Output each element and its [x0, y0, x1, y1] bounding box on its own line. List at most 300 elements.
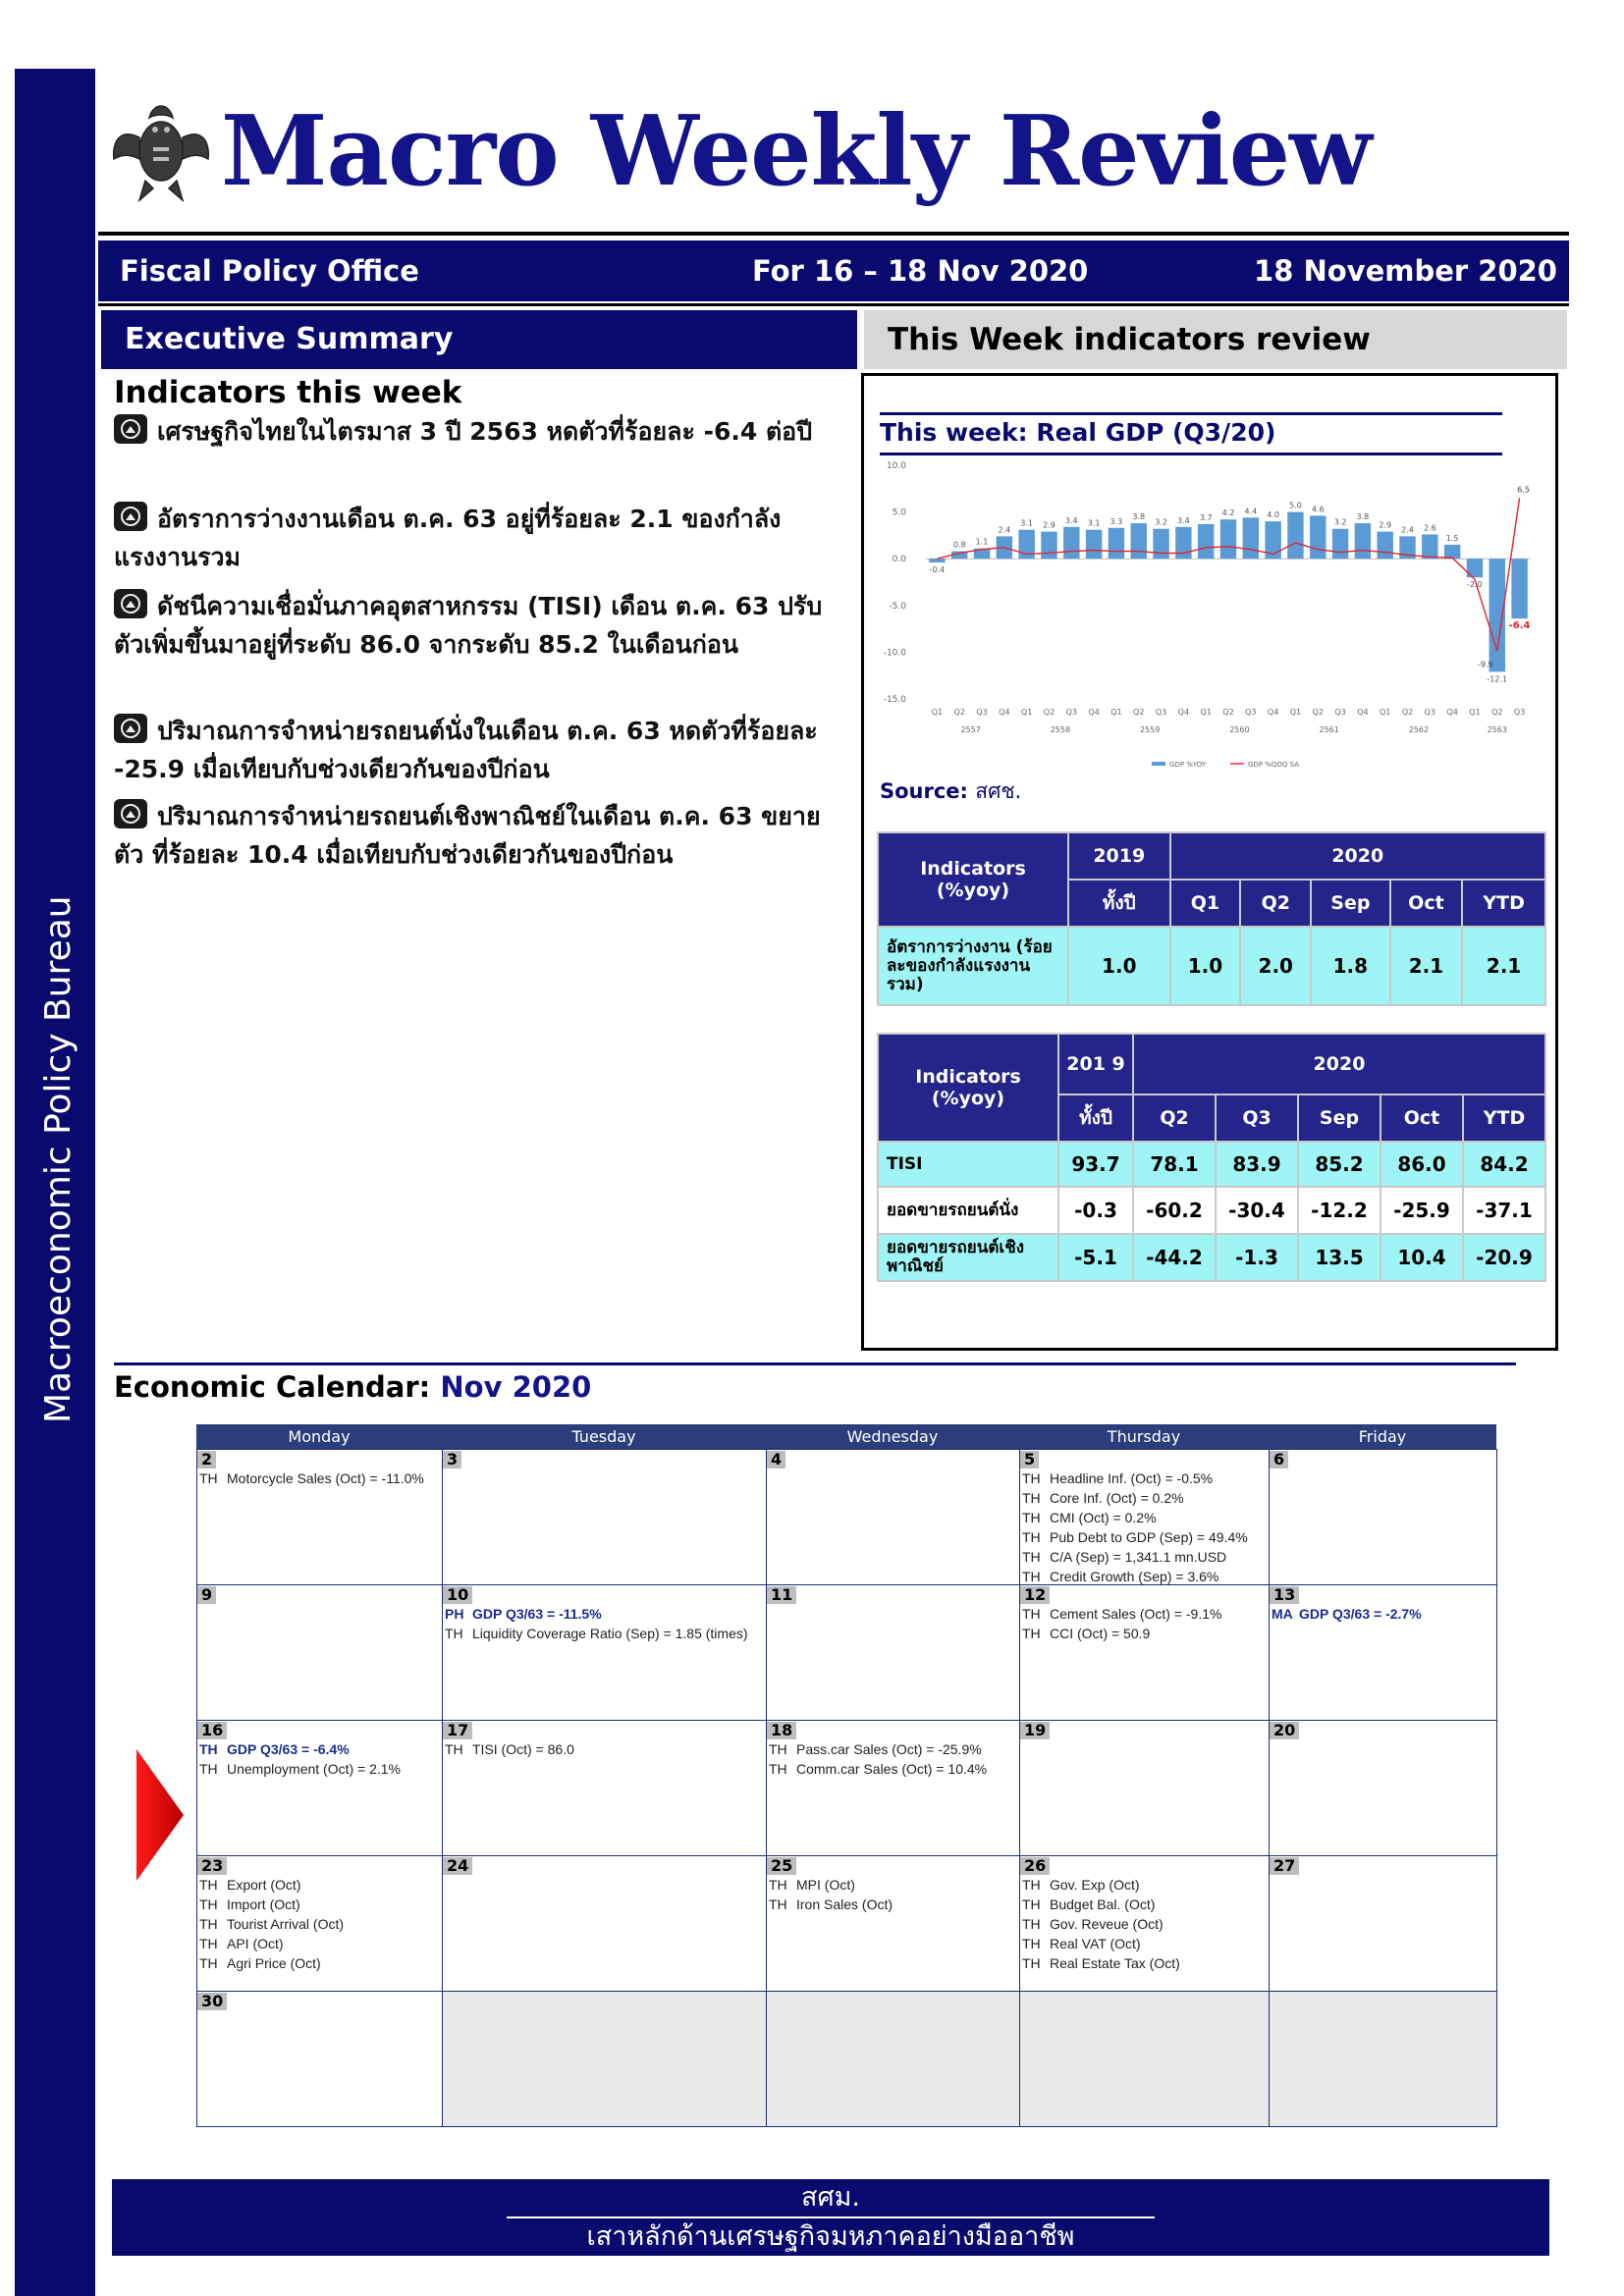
gdp-yoy-bar [1109, 528, 1124, 559]
calendar-day-number: 26 [1020, 1857, 1050, 1875]
event-text: TISI (Oct) = 86.0 [472, 1741, 574, 1757]
bar-data-label: 2.4 [998, 525, 1011, 535]
bullet-text: ปริมาณการจำหน่ายรถยนต์นั่งในเดือน ต.ค. 63 หดตัวที่ร้อยละ -25.9 เมื่อเทียบกับช่วงเดียวกันของปีก่อน [114, 717, 818, 783]
arrow-up-icon [114, 799, 147, 828]
bullet-text: อัตราการว่างงานเดือน ต.ค. 63 อยู่ที่ร้อยละ 2.1 ของกำลังแรงงานรวม [114, 505, 782, 571]
calendar-event [197, 1875, 442, 1895]
calendar-event [767, 1895, 1019, 1914]
bullet-item [114, 712, 845, 788]
table2-cell: -1.3 [1216, 1234, 1298, 1281]
calendar-cell [196, 1720, 443, 1856]
bar-data-label: 4.2 [1221, 508, 1235, 518]
event-country: TH [769, 1741, 787, 1757]
table1-year-2019: 2019 [1068, 832, 1170, 880]
table-row [878, 927, 1545, 1005]
arrow-up-icon [114, 414, 147, 444]
event-text: CCI (Oct) = 50.9 [1050, 1626, 1151, 1641]
event-country: PH [445, 1606, 464, 1622]
calendar-day-number: 16 [197, 1722, 227, 1739]
y-tick-label: -5.0 [889, 601, 906, 612]
calendar-cell [766, 1584, 1020, 1721]
current-week-arrow-icon [135, 1747, 186, 1883]
calendar-day-number: 25 [767, 1857, 796, 1875]
quarter-tick-label: Q2 [953, 708, 965, 717]
office-name: Fiscal Policy Office [120, 254, 419, 288]
calendar-day-number: 3 [443, 1451, 461, 1468]
event-country: TH [769, 1761, 787, 1777]
table1-row-label: อัตราการว่างงาน (ร้อยละของกำลังแรงงานรวม) [878, 927, 1068, 1005]
side-label: Macroeconomic Policy Bureau [38, 895, 79, 1423]
table2-col: Q3 [1216, 1095, 1298, 1142]
bullet-text: เศรษฐกิจไทยในไตรมาส 3 ปี 2563 หดตัวที่ร้อยละ -6.4 ต่อปี [157, 417, 813, 446]
event-country: TH [199, 1741, 218, 1757]
table2-year-2020: 2020 [1133, 1034, 1545, 1095]
event-text: Liquidity Coverage Ratio (Sep) = 1.85 (times) [472, 1626, 748, 1641]
gdp-yoy-bar [1355, 523, 1371, 559]
event-country: TH [1022, 1490, 1041, 1506]
table1-cell: 2.1 [1390, 927, 1463, 1005]
y-tick-label: -15.0 [883, 695, 906, 705]
info-bar [98, 240, 1569, 301]
source-value: สศช. [975, 779, 1022, 803]
quarter-tick-label: Q1 [1110, 708, 1122, 717]
bar-data-label: 2.9 [1379, 520, 1392, 530]
event-country: TH [199, 1916, 218, 1932]
event-country: TH [1022, 1877, 1041, 1893]
table1-cell: 2.0 [1240, 927, 1311, 1005]
table2-cell: -30.4 [1216, 1187, 1298, 1234]
quarter-tick-label: Q2 [1133, 708, 1145, 717]
event-text: API (Oct) [227, 1936, 284, 1951]
industry-table [877, 1033, 1546, 1282]
event-text: GDP Q3/63 = -11.5% [472, 1606, 602, 1622]
bar-data-label: 2.9 [1043, 520, 1056, 530]
gdp-yoy-bar [1511, 559, 1527, 618]
legend-swatch-bar [1152, 762, 1165, 766]
bar-data-label: -2.0 [1467, 580, 1483, 590]
calendar-rule [114, 1362, 1516, 1365]
bar-data-label: 4.4 [1244, 507, 1258, 516]
gdp-yoy-bar [1175, 527, 1191, 559]
table1-cell: 1.8 [1311, 927, 1389, 1005]
table1-year-2020: 2020 [1170, 832, 1545, 880]
table-row [878, 1142, 1545, 1187]
quarter-tick-label: Q1 [931, 708, 944, 717]
chart-title: This week: Real GDP (Q3/20) [880, 412, 1502, 455]
event-country: TH [1022, 1626, 1041, 1641]
calendar-event [767, 1875, 1019, 1895]
y-tick-label: 10.0 [886, 461, 906, 471]
calendar-event [443, 1604, 766, 1624]
year-tick-label: 2563 [1487, 725, 1507, 734]
gdp-yoy-bar [1243, 517, 1259, 559]
calendar-event [1020, 1468, 1269, 1488]
event-text: GDP Q3/63 = -6.4% [227, 1741, 350, 1757]
event-text: Iron Sales (Oct) [796, 1896, 893, 1912]
table2-cell: -0.3 [1058, 1187, 1133, 1234]
calendar-cell [1269, 1720, 1497, 1856]
table2-cell: -25.9 [1380, 1187, 1463, 1234]
event-country: TH [1022, 1569, 1041, 1584]
calendar-day-header: Wednesday [846, 1427, 939, 1446]
y-tick-label: 0.0 [892, 555, 906, 565]
event-country: TH [769, 1896, 787, 1912]
year-tick-label: 2557 [960, 725, 981, 734]
gdp-yoy-bar [1153, 529, 1168, 559]
year-tick-label: 2560 [1229, 725, 1250, 734]
bar-data-label: 3.3 [1110, 516, 1123, 526]
source-label: Source: [880, 779, 968, 803]
calendar-event [197, 1739, 442, 1759]
bar-data-label: 4.0 [1267, 510, 1279, 520]
event-country: TH [1022, 1606, 1041, 1622]
footer-rule [507, 2216, 1155, 2218]
bullet-item [114, 797, 845, 874]
calendar-day-number: 23 [197, 1857, 227, 1875]
calendar-event [767, 1759, 1019, 1779]
event-text: Budget Bal. (Oct) [1050, 1896, 1156, 1912]
calendar-cell [1019, 1720, 1270, 1856]
calendar-header [196, 1424, 1496, 1449]
gdp-yoy-bar [1063, 527, 1079, 559]
calendar-month: Nov 2020 [440, 1370, 592, 1404]
gdp-yoy-bar [1041, 532, 1056, 560]
footer-org: สศม. [801, 2182, 860, 2213]
quarter-tick-label: Q4 [1177, 708, 1190, 717]
calendar-cell [442, 1449, 767, 1585]
table1-col: Q2 [1240, 880, 1311, 927]
table2-cell: 86.0 [1380, 1142, 1463, 1187]
event-text: Core Inf. (Oct) = 0.2% [1050, 1490, 1184, 1506]
quarter-tick-label: Q2 [1222, 708, 1234, 717]
calendar-cell [196, 1991, 443, 2127]
event-country: TH [1022, 1510, 1041, 1525]
calendar-cell [1269, 1449, 1497, 1585]
event-text: Tourist Arrival (Oct) [227, 1916, 345, 1932]
calendar-cell [766, 1449, 1020, 1585]
event-country: TH [199, 1470, 218, 1486]
gdp-yoy-bar [1422, 534, 1437, 559]
calendar-event [1020, 1895, 1269, 1914]
quarter-tick-label: Q3 [1245, 708, 1257, 717]
calendar-event [197, 1468, 442, 1488]
calendar-cell [442, 1720, 767, 1856]
gdp-yoy-bar [1287, 512, 1303, 560]
calendar-event [1020, 1914, 1269, 1934]
calendar-cell [1019, 1584, 1270, 1721]
event-country: TH [1022, 1955, 1041, 1971]
calendar-event [1020, 1604, 1269, 1624]
event-text: Pass.car Sales (Oct) = -25.9% [796, 1741, 982, 1757]
event-country: TH [199, 1936, 218, 1951]
event-text: Export (Oct) [227, 1877, 301, 1893]
table2-cell: 78.1 [1133, 1142, 1216, 1187]
event-country: TH [1022, 1916, 1041, 1932]
table2-row-label: TISI [878, 1142, 1058, 1187]
quarter-tick-label: Q4 [1446, 708, 1458, 717]
indicators-heading: Indicators this week [114, 375, 462, 410]
quarter-tick-label: Q2 [1312, 708, 1324, 717]
table2-cell: 13.5 [1298, 1234, 1380, 1281]
table1-cell: 1.0 [1068, 927, 1170, 1005]
table2-cell: -12.2 [1298, 1187, 1380, 1234]
calendar-event [197, 1914, 442, 1934]
quarter-tick-label: Q4 [1088, 708, 1100, 717]
table2-cell: 93.7 [1058, 1142, 1133, 1187]
calendar-event [197, 1759, 442, 1779]
calendar-event [443, 1624, 766, 1643]
event-country: TH [199, 1761, 218, 1777]
calendar-cell [1269, 1991, 1497, 2127]
event-country: TH [445, 1741, 463, 1757]
line-data-label: 6.5 [1517, 485, 1530, 495]
calendar-cell [196, 1855, 443, 1992]
bar-data-label: 3.8 [1132, 512, 1146, 522]
calendar-day-header: Thursday [1107, 1427, 1181, 1446]
bar-data-label: 3.2 [1155, 517, 1167, 527]
event-text: Credit Growth (Sep) = 3.6% [1050, 1569, 1219, 1584]
table1-col: ทั้งปี [1068, 880, 1170, 927]
year-tick-label: 2558 [1050, 725, 1071, 734]
quarter-tick-label: Q1 [1200, 708, 1212, 717]
table1-col: Oct [1390, 880, 1463, 927]
y-tick-label: -10.0 [883, 648, 906, 659]
calendar-event [1020, 1934, 1269, 1953]
event-country: MA [1272, 1606, 1293, 1622]
gdp-yoy-bar [1332, 529, 1348, 559]
table2-unit: (%yoy) [931, 1088, 1005, 1109]
event-text: Pub Debt to GDP (Sep) = 49.4% [1050, 1529, 1248, 1545]
calendar-event [1020, 1875, 1269, 1895]
table1-cell: 1.0 [1170, 927, 1241, 1005]
calendar-day-number: 18 [767, 1722, 796, 1739]
event-country: TH [199, 1896, 218, 1912]
event-text: C/A (Sep) = 1,341.1 mn.USD [1050, 1549, 1227, 1565]
quarter-tick-label: Q2 [1043, 708, 1056, 717]
event-country: TH [1022, 1936, 1041, 1951]
bar-data-label: 2.6 [1423, 523, 1436, 533]
unemployment-table [877, 831, 1546, 1006]
calendar-cell [442, 1855, 767, 1992]
bar-data-label: 3.4 [1064, 515, 1078, 525]
arrow-up-icon [114, 589, 147, 618]
bullet-item [114, 500, 845, 576]
calendar-cell [1019, 1449, 1270, 1585]
calendar-cell [196, 1584, 443, 1721]
table2-cell: -60.2 [1133, 1187, 1216, 1234]
gdp-yoy-bar [1086, 530, 1102, 560]
event-text: CMI (Oct) = 0.2% [1050, 1510, 1157, 1525]
calendar-day-number: 27 [1270, 1857, 1299, 1875]
calendar-cell [766, 1720, 1020, 1856]
table2-col: ทั้งปี [1058, 1095, 1133, 1142]
calendar-title-label: Economic Calendar: [114, 1370, 431, 1404]
table1-unit: (%yoy) [936, 880, 1010, 901]
event-text: GDP Q3/63 = -2.7% [1299, 1606, 1422, 1622]
quarter-tick-label: Q2 [1491, 708, 1503, 717]
bar-data-label: 3.2 [1333, 517, 1347, 527]
gdp-yoy-bar [1198, 524, 1214, 559]
table2-cell: -20.9 [1463, 1234, 1545, 1281]
calendar-event [1020, 1567, 1269, 1585]
table2-indicator-header [878, 1034, 1058, 1142]
event-text: Real Estate Tax (Oct) [1050, 1955, 1180, 1971]
event-text: Import (Oct) [227, 1896, 300, 1912]
quarter-tick-label: Q1 [1380, 708, 1391, 717]
table2-cell: 84.2 [1463, 1142, 1545, 1187]
line-data-label: -9.9 [1477, 660, 1493, 669]
gdp-yoy-bar [929, 559, 945, 562]
calendar-day-number: 6 [1270, 1451, 1288, 1468]
table2-col: Oct [1380, 1095, 1463, 1142]
info-rule [98, 303, 1569, 306]
table2-row-label: ยอดขายรถยนต์นั่ง [878, 1187, 1058, 1234]
event-country: TH [1022, 1896, 1041, 1912]
report-period: For 16 – 18 Nov 2020 [752, 254, 1089, 288]
calendar-cell [766, 1855, 1020, 1992]
gdp-yoy-bar [1220, 519, 1236, 559]
bar-data-label: 3.1 [1020, 518, 1034, 528]
table2-indicator-label: Indicators [915, 1066, 1021, 1088]
table2-year-2019: 201 9 [1058, 1034, 1133, 1095]
quarter-tick-label: Q1 [1020, 708, 1033, 717]
table2-col: Q2 [1133, 1095, 1216, 1142]
calendar-event [767, 1739, 1019, 1759]
table-row [878, 1187, 1545, 1234]
calendar-day-number: 30 [197, 1993, 227, 2010]
quarter-tick-label: Q4 [1267, 708, 1279, 717]
bullet-item [114, 587, 845, 664]
calendar-day-number: 12 [1020, 1586, 1050, 1604]
event-text: Cement Sales (Oct) = -9.1% [1050, 1606, 1222, 1622]
table2-col: YTD [1463, 1095, 1545, 1142]
calendar-event [1020, 1624, 1269, 1643]
table2-cell: 10.4 [1380, 1234, 1463, 1281]
bar-data-label: 3.1 [1087, 518, 1101, 528]
calendar-event [1270, 1604, 1496, 1624]
gdp-yoy-bar [1310, 515, 1326, 559]
quarter-tick-label: Q3 [976, 708, 988, 717]
bar-data-label: 0.8 [952, 540, 966, 550]
gdp-yoy-bar [1377, 532, 1392, 560]
calendar-event [1020, 1508, 1269, 1527]
table2-cell: -37.1 [1463, 1187, 1545, 1234]
calendar-day-number: 19 [1020, 1722, 1050, 1739]
calendar-cell [442, 1991, 767, 2127]
calendar-day-header: Friday [1358, 1427, 1407, 1446]
chart-source [880, 775, 1021, 808]
calendar-event [197, 1953, 442, 1973]
event-country: TH [1022, 1549, 1041, 1565]
calendar-day-number: 4 [767, 1451, 785, 1468]
quarter-tick-label: Q1 [1469, 708, 1481, 717]
event-text: Gov. Reveue (Oct) [1050, 1916, 1164, 1932]
calendar-event [1020, 1547, 1269, 1567]
report-date: 18 November 2020 [1254, 254, 1557, 288]
calendar-day-number: 13 [1270, 1586, 1299, 1604]
calendar-day-number: 10 [443, 1586, 472, 1604]
quarter-tick-label: Q3 [1513, 708, 1526, 717]
calendar-cell [766, 1991, 1020, 2127]
arrow-up-icon [114, 714, 147, 743]
table2-cell: -5.1 [1058, 1234, 1133, 1281]
y-tick-label: 5.0 [892, 507, 906, 518]
table-row [878, 1234, 1545, 1281]
calendar-cell [1019, 1991, 1270, 2127]
table2-col: Sep [1298, 1095, 1380, 1142]
calendar-event [1020, 1488, 1269, 1508]
executive-summary-heading: Executive Summary [101, 310, 857, 369]
calendar-event [197, 1934, 442, 1953]
calendar-cell [1269, 1855, 1497, 1992]
table2-row-label: ยอดขายรถยนต์เชิงพาณิชย์ [878, 1234, 1058, 1281]
bar-data-label: 1.5 [1445, 533, 1459, 543]
bullet-text: ดัชนีความเชื่อมั่นภาคอุตสาหกรรม (TISI) เดือน ต.ค. 63 ปรับตัวเพิ่มขึ้นมาอยู่ที่ระดับ 86.0 จากระดับ 85.2 ในเดือนก่อน [114, 592, 823, 659]
quarter-tick-label: Q3 [1424, 708, 1436, 717]
bar-data-label: 5.0 [1289, 501, 1302, 510]
calendar-title [114, 1366, 591, 1408]
calendar-event [1020, 1527, 1269, 1547]
table1-col: Q1 [1170, 880, 1241, 927]
legend-label: GDP %YOY [1169, 761, 1207, 769]
calendar-day-number: 24 [443, 1857, 472, 1875]
calendar-cell [1269, 1584, 1497, 1721]
legend-label: GDP %QOQ SA [1248, 761, 1300, 769]
calendar-day-number: 2 [197, 1451, 216, 1468]
quarter-tick-label: Q2 [1401, 708, 1414, 717]
bar-data-label: -6.4 [1508, 620, 1531, 632]
event-text: Gov. Exp (Oct) [1050, 1877, 1140, 1893]
table2-cell: 85.2 [1298, 1142, 1380, 1187]
week-review-heading: This Week indicators review [864, 310, 1567, 369]
event-country: TH [199, 1955, 218, 1971]
table1-indicator-label: Indicators [920, 858, 1026, 880]
footer-bar [112, 2179, 1549, 2256]
event-country: TH [199, 1877, 218, 1893]
event-text: Headline Inf. (Oct) = -0.5% [1050, 1470, 1214, 1486]
year-tick-label: 2561 [1319, 725, 1339, 734]
event-country: TH [1022, 1470, 1041, 1486]
calendar-event [1020, 1953, 1269, 1973]
gdp-chart [877, 454, 1544, 774]
arrow-up-icon [114, 502, 147, 531]
quarter-tick-label: Q3 [1155, 708, 1167, 717]
calendar-day-header: Monday [288, 1427, 351, 1446]
bar-data-label: 1.1 [975, 537, 989, 547]
quarter-tick-label: Q4 [1357, 708, 1369, 717]
quarter-tick-label: Q1 [1289, 708, 1302, 717]
bullet-item [114, 412, 845, 451]
calendar-cell [1019, 1855, 1270, 1992]
bar-data-label: 3.4 [1177, 515, 1190, 525]
calendar-day-number: 20 [1270, 1722, 1299, 1739]
gdp-yoy-bar [1131, 523, 1147, 559]
garuda-logo-icon [110, 98, 212, 204]
event-text: Real VAT (Oct) [1050, 1936, 1141, 1951]
footer-slogan: เสาหลักด้านเศรษฐกิจมหภาคอย่างมืออาชีพ [586, 2221, 1075, 2252]
page-title: Macro Weekly Review [221, 95, 1372, 208]
bullet-text: ปริมาณการจำหน่ายรถยนต์เชิงพาณิชย์ในเดือน ต.ค. 63 ขยายตัว ที่ร้อยละ 10.4 เมื่อเทียบกับช่วงเดียวกันของปีก่อน [114, 802, 821, 869]
calendar-cell [442, 1584, 767, 1721]
event-country: TH [1022, 1529, 1041, 1545]
bar-data-label: 3.7 [1199, 512, 1213, 522]
year-tick-label: 2559 [1139, 725, 1161, 734]
calendar-event [443, 1739, 766, 1759]
calendar-day-header: Tuesday [571, 1427, 636, 1446]
event-text: Agri Price (Oct) [227, 1955, 321, 1971]
table1-col: Sep [1311, 880, 1389, 927]
table2-cell: -44.2 [1133, 1234, 1216, 1281]
